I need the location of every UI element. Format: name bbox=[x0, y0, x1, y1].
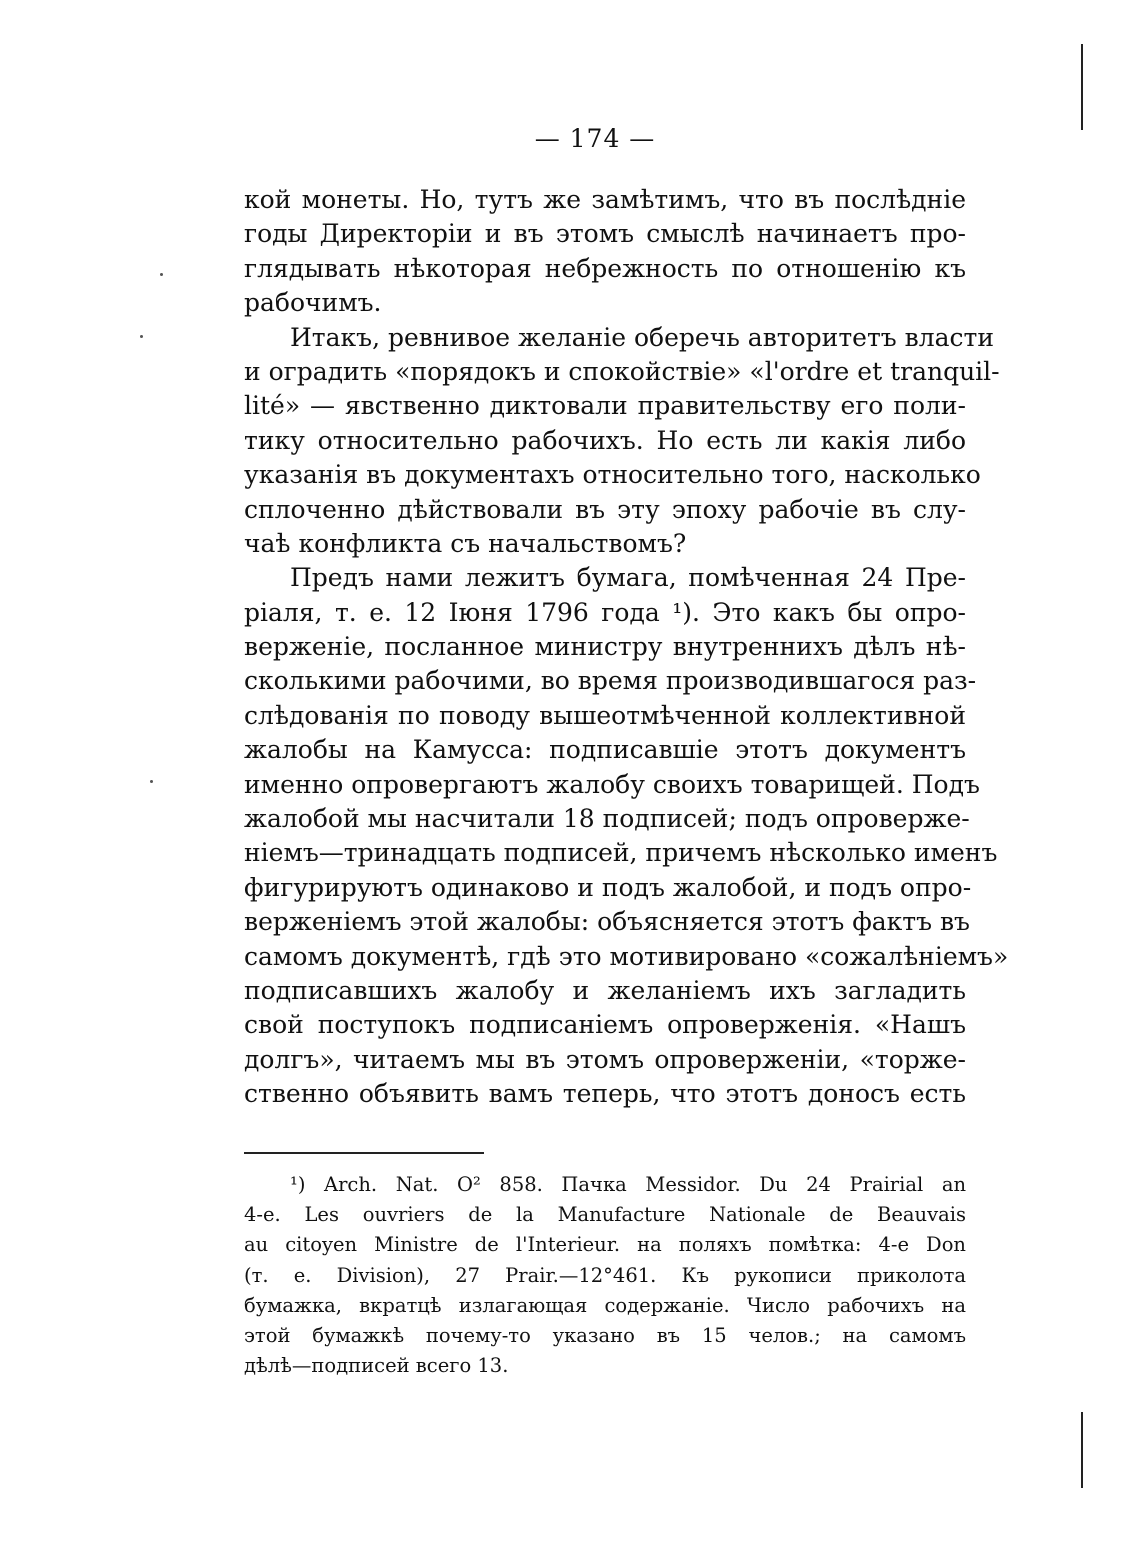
footnote-line: дѣлѣ—подписей всего 13. bbox=[244, 1354, 509, 1378]
text-line: указанія въ документахъ относительно того, насколько bbox=[244, 460, 981, 490]
text-line: годы Директоріи и въ этомъ смыслѣ начинаетъ про- bbox=[244, 219, 966, 249]
footnote-line: бумажка, вкратцѣ излагающая содержаніе. Число рабочихъ на bbox=[244, 1293, 966, 1317]
scan-edge-mark-bottom bbox=[1081, 1412, 1083, 1488]
text-line: жалобы на Камусса: подписавшіе этотъ документъ bbox=[244, 735, 966, 765]
footnote-line: au citoyen Ministre de l'Interieur. на поляхъ помѣтка: 4-e Don bbox=[244, 1233, 966, 1257]
footnote-line: (т. е. Division), 27 Prair.—12°461. Къ рукописи приколота bbox=[244, 1263, 966, 1287]
scan-speck bbox=[140, 335, 143, 338]
text-line: сплоченно дѣйствовали въ эту эпоху рабочіе въ слу- bbox=[244, 494, 966, 524]
text-line: чаѣ конфликта съ начальствомъ? bbox=[244, 528, 687, 558]
text-line: и оградить «порядокъ и спокойствіе» «l'ordre et tranquil- bbox=[244, 356, 1000, 386]
text-line: lité» — явственно диктовали правительству его поли- bbox=[244, 391, 966, 421]
text-line: свой поступокъ подписаніемъ опроверженія. «Нашъ bbox=[244, 1010, 966, 1040]
footnote-line: 4-e. Les ouvriers de la Manufacture Nationale de Beauvais bbox=[244, 1203, 966, 1227]
text-line: сколькими рабочими, во время производившагося раз- bbox=[244, 666, 977, 696]
text-line: верженіемъ этой жалобы: объясняется этотъ фактъ въ bbox=[244, 907, 970, 937]
text-line: слѣдованія по поводу вышеотмѣченной коллективной bbox=[244, 700, 966, 730]
text-line: глядывать нѣкоторая небрежность по отношенію къ bbox=[244, 253, 966, 283]
footnote-line: этой бумажкѣ почему-то указано въ 15 челов.; на самомъ bbox=[244, 1323, 966, 1347]
page-number: — 174 — bbox=[534, 124, 656, 153]
footnote-line: ¹) Arch. Nat. O² 858. Пачка Messidor. Du 24 Prairial an bbox=[290, 1173, 966, 1196]
text-line: ніемъ—тринадцать подписей, причемъ нѣсколько именъ bbox=[244, 838, 998, 868]
text-line: подписавшихъ жалобу и желаніемъ ихъ загладить bbox=[244, 975, 966, 1005]
text-line: рабочимъ. bbox=[244, 288, 382, 318]
main-text bbox=[244, 183, 1009, 1112]
text-line: Предъ нами лежитъ бумага, помѣченная 24 Пре- bbox=[290, 563, 966, 593]
text-line: жалобой мы насчитали 18 подписей; подъ опроверже- bbox=[244, 804, 970, 834]
text-line: Итакъ, ревнивое желаніе оберечь авторитетъ власти bbox=[290, 322, 994, 352]
text-line: ріаля, т. е. 12 Іюня 1796 года ¹). Это какъ бы опро- bbox=[244, 597, 966, 627]
scan-edge-mark-top bbox=[1081, 44, 1083, 130]
text-line: самомъ документѣ, гдѣ это мотивировано «сожалѣніемъ» bbox=[244, 941, 1009, 971]
text-line: ственно объявить вамъ теперь, что этотъ доносъ есть bbox=[244, 1079, 966, 1109]
scan-speck bbox=[150, 780, 153, 783]
text-line: кой монеты. Но, тутъ же замѣтимъ, что въ послѣдніе bbox=[244, 185, 966, 214]
footnote-separator bbox=[244, 1152, 484, 1154]
footnote bbox=[244, 1170, 966, 1381]
scan-speck bbox=[160, 273, 163, 276]
text-line: фигурируютъ одинаково и подъ жалобой, и подъ опро- bbox=[244, 872, 972, 902]
text-line: тику относительно рабочихъ. Но есть ли какія либо bbox=[244, 425, 966, 455]
text-line: верженіе, посланное министру внутреннихъ дѣлъ нѣ- bbox=[244, 632, 966, 662]
text-line: именно опровергаютъ жалобу своихъ товарищей. Подъ bbox=[244, 769, 980, 799]
text-line: долгъ», читаемъ мы въ этомъ опроверженіи, «торже- bbox=[244, 1044, 966, 1074]
